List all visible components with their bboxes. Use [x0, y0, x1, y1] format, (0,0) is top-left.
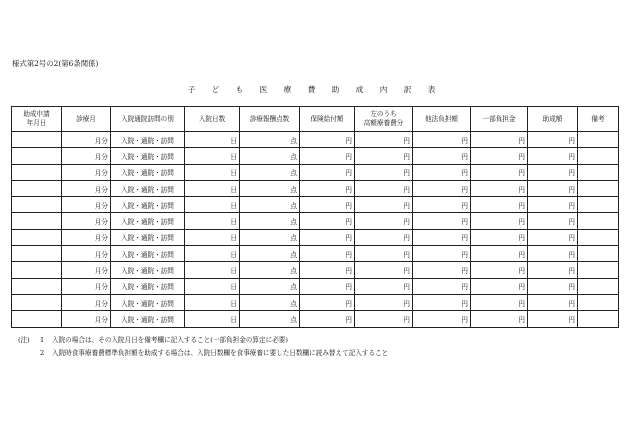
remarks-cell [578, 294, 619, 310]
subsidy-cell: 円 [528, 164, 578, 180]
insurance-benefit-cell: 円 [300, 213, 355, 229]
other-law-cell: 円 [413, 262, 471, 278]
hospital-days-cell: 日 [185, 246, 240, 262]
note-item-2 [18, 347, 388, 360]
high-cost-cell: 円 [355, 197, 413, 213]
subsidy-cell: 円 [528, 197, 578, 213]
insurance-benefit-cell: 円 [300, 132, 355, 148]
subsidy-cell: 円 [528, 278, 578, 294]
application-date-cell [12, 213, 62, 229]
visit-type-cell: 入院・通院・訪問 [111, 213, 185, 229]
remarks-cell [578, 246, 619, 262]
application-date-cell [12, 262, 62, 278]
application-date-cell [12, 180, 62, 196]
hospital-days-cell: 日 [185, 229, 240, 245]
subsidy-cell: 円 [528, 213, 578, 229]
hospital-days-cell: 日 [185, 311, 240, 327]
visit-type-cell: 入院・通院・訪問 [111, 262, 185, 278]
header-subsidy-amount [528, 107, 578, 132]
visit-type-cell: 入院・通院・訪問 [111, 278, 185, 294]
header-copayment [471, 107, 528, 132]
header-other-law-burden [413, 107, 471, 132]
medical-points-cell: 点 [240, 246, 300, 262]
medical-points-cell: 点 [240, 311, 300, 327]
copayment-cell: 円 [471, 311, 528, 327]
table-row [12, 262, 619, 278]
notes-label: (注) [18, 336, 30, 344]
note-number: 2 [40, 348, 45, 357]
header-label: 左のうち [370, 110, 397, 118]
header-application-date [12, 107, 62, 132]
medical-points-cell: 点 [240, 164, 300, 180]
copayment-cell: 円 [471, 164, 528, 180]
insurance-benefit-cell: 円 [300, 180, 355, 196]
visit-type-cell: 入院・通院・訪問 [111, 229, 185, 245]
insurance-benefit-cell: 円 [300, 246, 355, 262]
medical-points-cell: 点 [240, 132, 300, 148]
application-date-cell [12, 229, 62, 245]
header-high-cost-portion [355, 107, 413, 132]
high-cost-cell: 円 [355, 278, 413, 294]
note-item-1 [18, 334, 388, 347]
copayment-cell: 円 [471, 246, 528, 262]
insurance-benefit-cell: 円 [300, 229, 355, 245]
medical-points-cell: 点 [240, 148, 300, 164]
hospital-days-cell: 日 [185, 213, 240, 229]
header-label: 備考 [591, 114, 605, 123]
treatment-month-cell: 月分 [62, 132, 111, 148]
treatment-month-cell: 月分 [62, 197, 111, 213]
other-law-cell: 円 [413, 197, 471, 213]
medical-points-cell: 点 [240, 278, 300, 294]
treatment-month-cell: 月分 [62, 180, 111, 196]
medical-points-cell: 点 [240, 229, 300, 245]
copayment-cell: 円 [471, 262, 528, 278]
other-law-cell: 円 [413, 229, 471, 245]
table-row [12, 213, 619, 229]
remarks-cell [578, 164, 619, 180]
treatment-month-cell: 月分 [62, 148, 111, 164]
treatment-month-cell: 月分 [62, 213, 111, 229]
subsidy-cell: 円 [528, 132, 578, 148]
subsidy-cell: 円 [528, 294, 578, 310]
subsidy-cell: 円 [528, 262, 578, 278]
header-label: 助成額 [542, 114, 563, 123]
visit-type-cell: 入院・通院・訪問 [111, 148, 185, 164]
insurance-benefit-cell: 円 [300, 262, 355, 278]
visit-type-cell: 入院・通院・訪問 [111, 246, 185, 262]
hospital-days-cell: 日 [185, 197, 240, 213]
insurance-benefit-cell: 円 [300, 311, 355, 327]
header-label: 一部負担金 [482, 114, 516, 123]
insurance-benefit-cell: 円 [300, 164, 355, 180]
copayment-cell: 円 [471, 132, 528, 148]
treatment-month-cell: 月分 [62, 278, 111, 294]
remarks-cell [578, 148, 619, 164]
note-number: 1 [40, 336, 45, 344]
treatment-month-cell: 月分 [62, 311, 111, 327]
high-cost-cell: 円 [355, 164, 413, 180]
header-label: 高額療養費分 [363, 119, 404, 127]
treatment-month-cell: 月分 [62, 246, 111, 262]
visit-type-cell: 入院・通院・訪問 [111, 164, 185, 180]
form-identifier: 様式第2号の2(第6条関係) [12, 59, 99, 68]
header-remarks [578, 107, 619, 132]
high-cost-cell: 円 [355, 229, 413, 245]
remarks-cell [578, 213, 619, 229]
other-law-cell: 円 [413, 246, 471, 262]
hospital-days-cell: 日 [185, 262, 240, 278]
application-date-cell [12, 148, 62, 164]
other-law-cell: 円 [413, 132, 471, 148]
subsidy-cell: 円 [528, 246, 578, 262]
treatment-month-cell: 月分 [62, 229, 111, 245]
insurance-benefit-cell: 円 [300, 197, 355, 213]
document-title: 子 ど も 医 療 費 助 成 内 訳 表 [187, 85, 443, 94]
application-date-cell [12, 294, 62, 310]
remarks-cell [578, 262, 619, 278]
breakdown-table [11, 106, 619, 328]
high-cost-cell: 円 [355, 262, 413, 278]
header-label: 診療月 [76, 114, 96, 123]
remarks-cell [578, 311, 619, 327]
subsidy-cell: 円 [528, 180, 578, 196]
notes-section [18, 334, 388, 359]
table-body [12, 132, 619, 328]
hospital-days-cell: 日 [185, 180, 240, 196]
other-law-cell: 円 [413, 294, 471, 310]
visit-type-cell: 入院・通院・訪問 [111, 132, 185, 148]
other-law-cell: 円 [413, 278, 471, 294]
header-label: 診療報酬点数 [249, 114, 290, 123]
medical-points-cell: 点 [240, 180, 300, 196]
header-label: 助成申請 [23, 110, 50, 118]
application-date-cell [12, 132, 62, 148]
other-law-cell: 円 [413, 148, 471, 164]
hospital-days-cell: 日 [185, 132, 240, 148]
hospital-days-cell: 日 [185, 278, 240, 294]
high-cost-cell: 円 [355, 294, 413, 310]
copayment-cell: 円 [471, 229, 528, 245]
header-label: 保険給付額 [310, 114, 344, 123]
high-cost-cell: 円 [355, 180, 413, 196]
other-law-cell: 円 [413, 180, 471, 196]
insurance-benefit-cell: 円 [300, 278, 355, 294]
copayment-cell: 円 [471, 294, 528, 310]
header-visit-type [111, 107, 185, 132]
application-date-cell [12, 246, 62, 262]
hospital-days-cell: 日 [185, 294, 240, 310]
remarks-cell [578, 197, 619, 213]
medical-points-cell: 点 [240, 294, 300, 310]
table-row [12, 311, 619, 327]
hospital-days-cell: 日 [185, 148, 240, 164]
table-row [12, 148, 619, 164]
high-cost-cell: 円 [355, 132, 413, 148]
remarks-cell [578, 132, 619, 148]
remarks-cell [578, 229, 619, 245]
header-label: 入院日数 [198, 114, 226, 123]
copayment-cell: 円 [471, 148, 528, 164]
other-law-cell: 円 [413, 311, 471, 327]
header-label: 入院通院訪問の別 [121, 114, 174, 123]
medical-points-cell: 点 [240, 197, 300, 213]
medical-points-cell: 点 [240, 213, 300, 229]
header-label: 年月日 [26, 119, 47, 127]
header-label: 他法負担額 [425, 114, 458, 123]
high-cost-cell: 円 [355, 148, 413, 164]
visit-type-cell: 入院・通院・訪問 [111, 311, 185, 327]
header-medical-points [240, 107, 300, 132]
subsidy-cell: 円 [528, 311, 578, 327]
other-law-cell: 円 [413, 213, 471, 229]
note-text: 入院の場合は、その入院月日を備考欄に記入すること(一部負担金の算定に必要) [52, 336, 288, 344]
visit-type-cell: 入院・通院・訪問 [111, 197, 185, 213]
table-row [12, 294, 619, 310]
other-law-cell: 円 [413, 164, 471, 180]
high-cost-cell: 円 [355, 311, 413, 327]
subsidy-cell: 円 [528, 148, 578, 164]
remarks-cell [578, 278, 619, 294]
high-cost-cell: 円 [355, 213, 413, 229]
copayment-cell: 円 [471, 213, 528, 229]
visit-type-cell: 入院・通院・訪問 [111, 180, 185, 196]
insurance-benefit-cell: 円 [300, 148, 355, 164]
table-row [12, 180, 619, 196]
treatment-month-cell: 月分 [62, 262, 111, 278]
table-row [12, 229, 619, 245]
medical-points-cell: 点 [240, 262, 300, 278]
application-date-cell [12, 278, 62, 294]
header-treatment-month [62, 107, 111, 132]
header-insurance-benefit [300, 107, 355, 132]
table-row [12, 164, 619, 180]
application-date-cell [12, 197, 62, 213]
table-row [12, 278, 619, 294]
table-row [12, 246, 619, 262]
header-hospital-days [185, 107, 240, 132]
visit-type-cell: 入院・通院・訪問 [111, 294, 185, 310]
note-text: 入院時食事療養費標準負担額を助成する場合は、入院日数欄を食事療養に要した日数欄に読み替えて記入すること [52, 348, 389, 357]
application-date-cell [12, 164, 62, 180]
copayment-cell: 円 [471, 278, 528, 294]
hospital-days-cell: 日 [185, 164, 240, 180]
remarks-cell [578, 180, 619, 196]
table-row [12, 132, 619, 148]
application-date-cell [12, 311, 62, 327]
treatment-month-cell: 月分 [62, 164, 111, 180]
subsidy-cell: 円 [528, 229, 578, 245]
table-row [12, 197, 619, 213]
treatment-month-cell: 月分 [62, 294, 111, 310]
insurance-benefit-cell: 円 [300, 294, 355, 310]
table-header-row [12, 107, 619, 132]
copayment-cell: 円 [471, 197, 528, 213]
copayment-cell: 円 [471, 180, 528, 196]
high-cost-cell: 円 [355, 246, 413, 262]
